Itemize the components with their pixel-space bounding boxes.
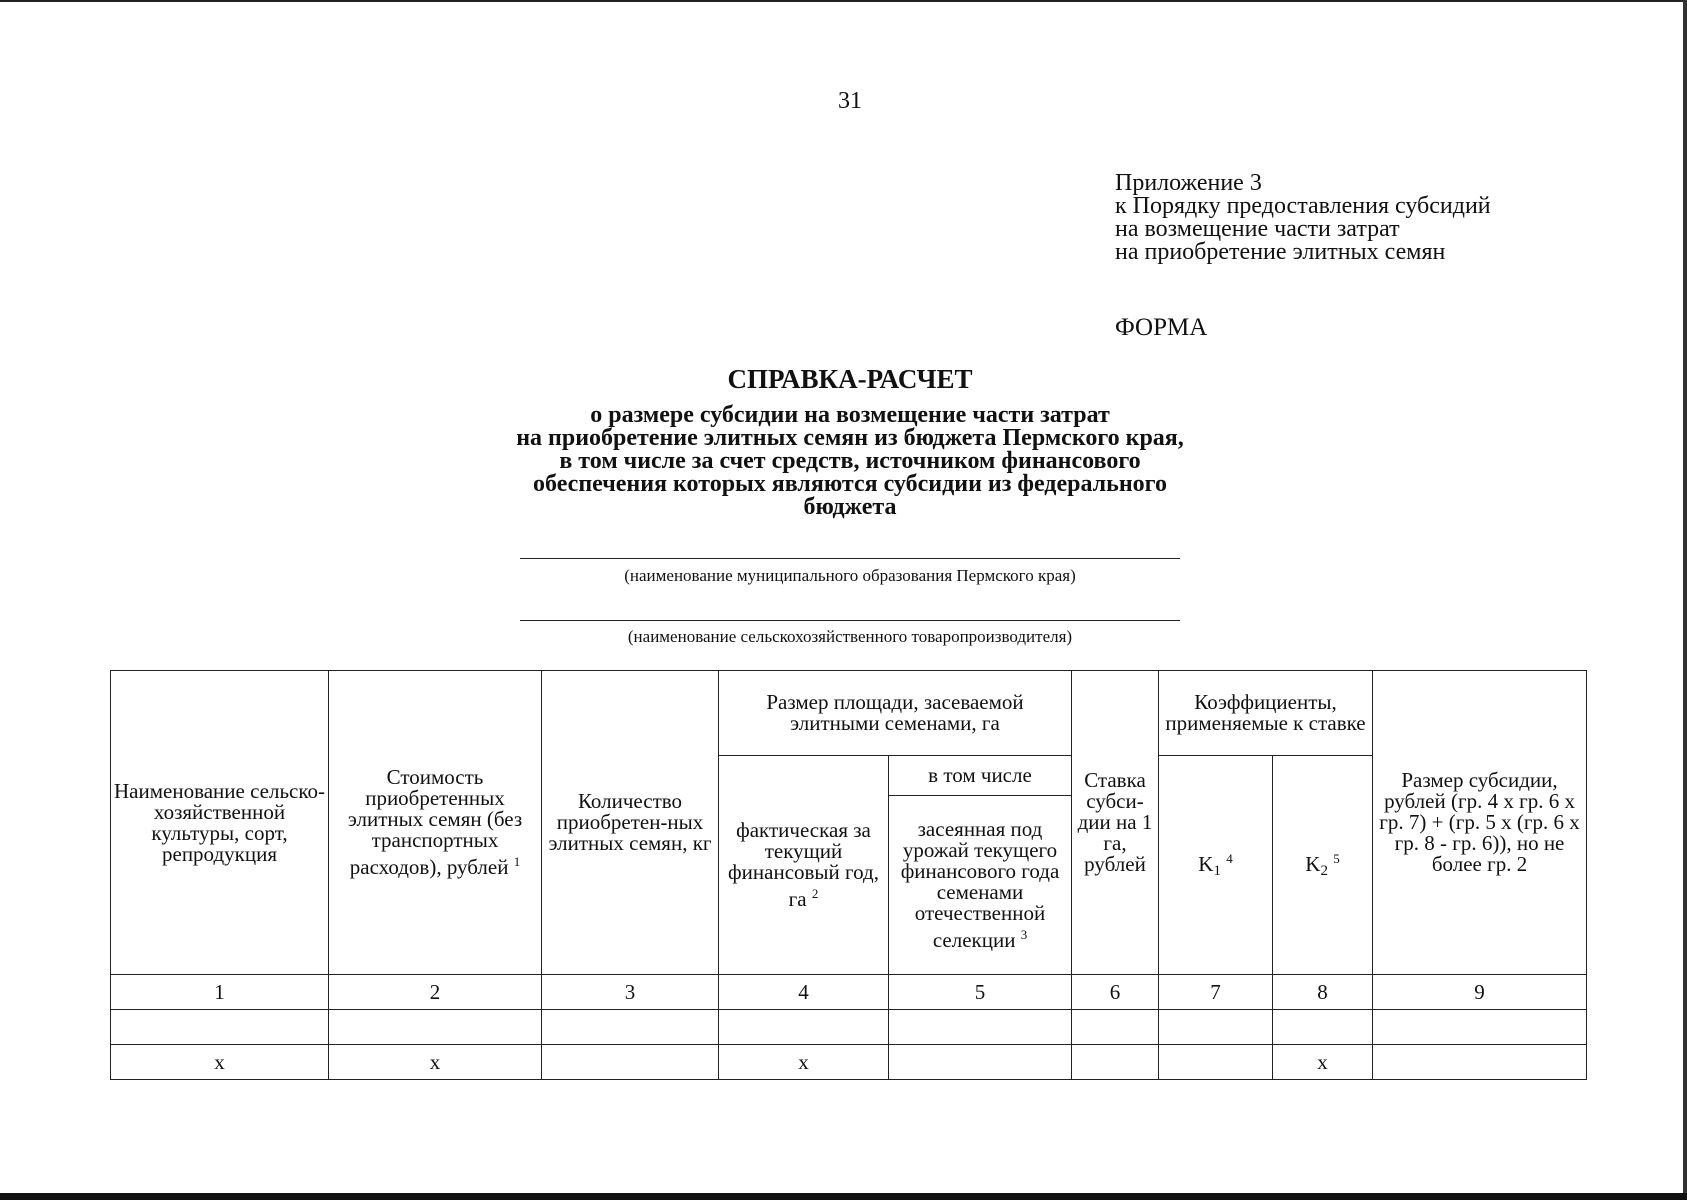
header-actual-area bbox=[719, 756, 889, 975]
column-number: 4 bbox=[719, 975, 889, 1010]
table-cell: x bbox=[719, 1045, 889, 1080]
footnote-marker: 3 bbox=[1020, 927, 1028, 942]
table-cell: x bbox=[329, 1045, 542, 1080]
header-subsidy-rate: Ставка субси-дии на 1 га, рублей bbox=[1072, 671, 1159, 975]
header-area-group: Размер площади, засеваемой элитными семенами, га bbox=[719, 671, 1072, 756]
table-row bbox=[111, 1045, 1587, 1080]
k1-letter: K bbox=[1198, 852, 1214, 876]
footnote-marker: 1 bbox=[513, 854, 521, 869]
table-cell bbox=[542, 1010, 719, 1045]
table-cell bbox=[542, 1045, 719, 1080]
form-label: ФОРМА bbox=[1115, 314, 1208, 341]
k2-subscript: 2 bbox=[1320, 863, 1328, 879]
table-cell bbox=[329, 1010, 542, 1045]
appendix-block bbox=[1115, 172, 1491, 264]
header-seed-cost-text: Стоимость приобретенных элитных семян (без транспортных расходов), рублей bbox=[347, 765, 523, 879]
header-crop-name: Наименование сельско-хозяйственной культуры, сорт, репродукция bbox=[111, 671, 329, 975]
header-seed-cost bbox=[329, 671, 542, 975]
k2-letter: K bbox=[1305, 852, 1321, 876]
column-number: 8 bbox=[1273, 975, 1373, 1010]
table-cell: x bbox=[111, 1045, 329, 1080]
calculation-table bbox=[110, 670, 1587, 1080]
column-number: 3 bbox=[542, 975, 719, 1010]
subtitle-line: в том числе за счет средств, источником финансового bbox=[559, 448, 1141, 474]
municipality-caption: (наименование муниципального образования Пермского края) bbox=[624, 566, 1076, 585]
table-cell: x bbox=[1273, 1045, 1373, 1080]
table-cell bbox=[889, 1045, 1072, 1080]
table-cell bbox=[1072, 1045, 1159, 1080]
table-cell bbox=[1072, 1010, 1159, 1045]
k1-subscript: 1 bbox=[1213, 863, 1221, 879]
column-number: 5 bbox=[889, 975, 1072, 1010]
table-cell bbox=[1159, 1045, 1273, 1080]
footnote-marker: 5 bbox=[1333, 851, 1340, 866]
subtitle-line: на приобретение элитных семян из бюджета Пермского края, bbox=[516, 425, 1184, 451]
column-number: 2 bbox=[329, 975, 542, 1010]
table-cell bbox=[719, 1010, 889, 1045]
table-cell bbox=[889, 1010, 1072, 1045]
subtitle-line: о размере субсидии на возмещение части затрат bbox=[590, 402, 1110, 428]
document-title: СПРАВКА-РАСЧЕТ bbox=[727, 364, 973, 394]
header-coefficients-group: Коэффициенты, применяемые к ставке bbox=[1159, 671, 1373, 756]
header-subsidy-amount: Размер субсидии, рублей (гр. 4 x гр. 6 x гр. 7) + (гр. 5 x (гр. 6 x гр. 8 - гр. 6)), но не более гр. 2 bbox=[1373, 671, 1587, 975]
producer-fill-line bbox=[520, 620, 1180, 621]
table-cell bbox=[1373, 1045, 1587, 1080]
column-number: 6 bbox=[1072, 975, 1159, 1010]
producer-caption: (наименование сельскохозяйственного товаропроизводителя) bbox=[627, 627, 1073, 646]
document-subtitle bbox=[0, 404, 1687, 519]
header-domestic-area bbox=[889, 796, 1072, 975]
appendix-line: на приобретение элитных семян bbox=[1115, 239, 1446, 265]
appendix-line: к Порядку предоставления субсидий bbox=[1115, 193, 1491, 219]
table-row bbox=[111, 1010, 1587, 1045]
subtitle-line: бюджета bbox=[803, 494, 897, 520]
table-cell bbox=[1159, 1010, 1273, 1045]
page-number: 31 bbox=[838, 88, 862, 114]
column-number: 7 bbox=[1159, 975, 1273, 1010]
page-edge-bottom bbox=[0, 1193, 1687, 1200]
column-number: 1 bbox=[111, 975, 329, 1010]
header-actual-area-text: фактическая за текущий финансовый год, га bbox=[728, 818, 879, 911]
page-edge-top bbox=[0, 0, 1687, 2]
header-k2 bbox=[1273, 756, 1373, 975]
municipality-fill-line bbox=[520, 558, 1180, 559]
subtitle-line: обеспечения которых являются субсидии из федерального bbox=[533, 471, 1167, 497]
appendix-line: Приложение 3 bbox=[1115, 170, 1262, 196]
footnote-marker: 4 bbox=[1226, 851, 1233, 866]
header-domestic-area-text: засеянная под урожай текущего финансового года семенами отечественной селекции bbox=[900, 817, 1060, 952]
column-number: 9 bbox=[1373, 975, 1587, 1010]
page-edge-right bbox=[1683, 0, 1687, 1200]
header-k1 bbox=[1159, 756, 1273, 975]
table-cell bbox=[1373, 1010, 1587, 1045]
table-cell bbox=[111, 1010, 329, 1045]
table-cell bbox=[1273, 1010, 1373, 1045]
footnote-marker: 2 bbox=[811, 886, 819, 901]
header-including: в том числе bbox=[889, 756, 1072, 796]
appendix-line: на возмещение части затрат bbox=[1115, 216, 1400, 242]
header-seed-quantity: Количество приобретен-ных элитных семян, кг bbox=[542, 671, 719, 975]
column-number-row bbox=[111, 975, 1587, 1010]
